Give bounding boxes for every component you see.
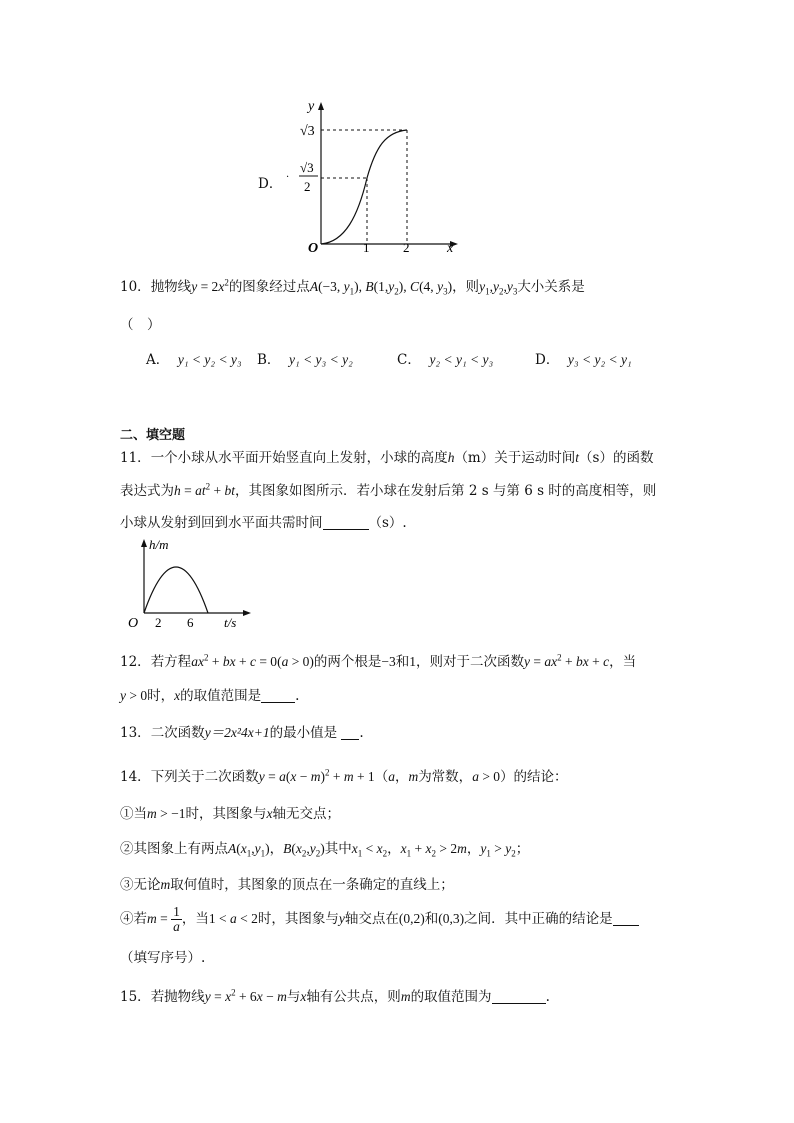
origin-label: O: [308, 241, 319, 256]
q15-line: 15．若抛物线$y = x^2 + 6x - m$与x轴有公共点，则m的取值范围为 .: [120, 987, 550, 1005]
q14-statement-4: ④若m = $\frac{1}{a}$ ，当1 < a < 2时，其图象与y轴交点在(0,2)和(0,3)之间．其中正确的结论是: [120, 905, 639, 934]
h-axis-label: h/m: [149, 537, 169, 552]
y-axis-label: y: [308, 99, 315, 114]
section-title: 二、填空题: [120, 428, 186, 443]
y-axis-arrow: [318, 102, 324, 110]
h-axis-arrow: [141, 539, 147, 547]
answer-blank[interactable]: [323, 515, 369, 530]
q10-paren: （ ）: [120, 317, 161, 333]
origin-label: O: [128, 616, 139, 630]
tick-6: 6: [187, 615, 194, 630]
q14-statement-3: ③无论m取何值时，其图象的顶点在一条确定的直线上；: [120, 877, 454, 893]
q10-text: 抛物线: [150, 279, 192, 295]
answer-blank[interactable]: [492, 989, 546, 1004]
q10-number: 10．: [120, 279, 151, 295]
q11-graph: [120, 535, 255, 630]
q10-option-b[interactable]: B． y₁ < y₃ < y₂: [257, 352, 353, 368]
q12-line2: y > 0时，x的取值范围是 .: [120, 688, 300, 704]
parabola: [144, 567, 208, 613]
t-axis-label: t/s: [224, 615, 237, 630]
tick-sqrt3: √3: [300, 124, 315, 139]
q10-func: y: [191, 279, 198, 294]
dot-marker: ·: [286, 172, 290, 183]
q10-text-b: 的图象经过点: [228, 279, 310, 295]
curve: [321, 130, 407, 244]
q14-statement-1: ①当m > −1时，其图象与x轴无交点；: [120, 806, 340, 822]
answer-blank[interactable]: [613, 911, 639, 926]
q10-option-d[interactable]: D． y₃ < y₂ < y₁: [535, 352, 632, 368]
t-axis-arrow: [243, 610, 251, 616]
q13-line: 13．二次函数y＝2x²4x+1的最小值是 .: [120, 725, 364, 741]
tick-1: 1: [363, 240, 370, 255]
x-axis-label: x: [447, 241, 454, 256]
q11-line3: 小球从发射到回到水平面共需时间 （s）.: [120, 515, 407, 531]
q10-stem: 10．抛物线$y = 2x^2$的图象经过点A(−3, $y_1$), $B(1,y_2)$, C(4, $y_3$)，则$y_1,y_2,y_3$大小关系是: [120, 277, 585, 297]
q9-option-d-label: D．: [258, 176, 283, 192]
q14-statement-2: ②其图象上有两点$A(x_1,y_1)$，$B(x_2,y_2)$其中$x_1 < x_2$，$x_1 + x_2 > 2m$，$y_1 > y_2$；: [120, 841, 530, 859]
tick-2: 2: [403, 240, 410, 255]
fraction-1-over-a: $\frac{1}{a}$: [173, 904, 180, 934]
q10-option-c[interactable]: C． y₂ < y₁ < y₃: [397, 352, 494, 368]
q14-stem: 14．下列关于二次函数$y = a(x - m)^2 + m + 1(a$，m为常数，a > 0）的结论：: [120, 767, 568, 785]
q10-text-c: ，则: [452, 279, 480, 295]
tick-half-sqrt3-num: √3: [300, 160, 314, 175]
q11-line2: 表达式为$h = at^2$ + bt，其图象如图所示．若小球在发射后第 2 s 与第 6 s 时的高度相等，则: [120, 481, 657, 499]
q10-text-d: 大小关系是: [517, 279, 585, 295]
q14-fill-hint: （填写序号）.: [120, 950, 206, 966]
q11-line1: 11．一个小球从水平面开始竖直向上发射，小球的高度h（m）关于运动时间t（s）的函数: [120, 450, 654, 466]
tick-half-sqrt3-den: 2: [304, 179, 311, 194]
q10-option-a[interactable]: A． y₁ < y₂ < y₃: [146, 352, 242, 368]
answer-blank[interactable]: [341, 725, 359, 740]
q12-line1: 12．若方程$ax^2$ + bx + c = 0(a > 0)的两个根是−3和1，则对于二次函数$y = ax^2$ + bx + c，当: [120, 652, 637, 670]
q9-graph-d: [290, 96, 470, 256]
answer-blank[interactable]: [261, 688, 295, 703]
tick-2: 2: [155, 615, 162, 630]
